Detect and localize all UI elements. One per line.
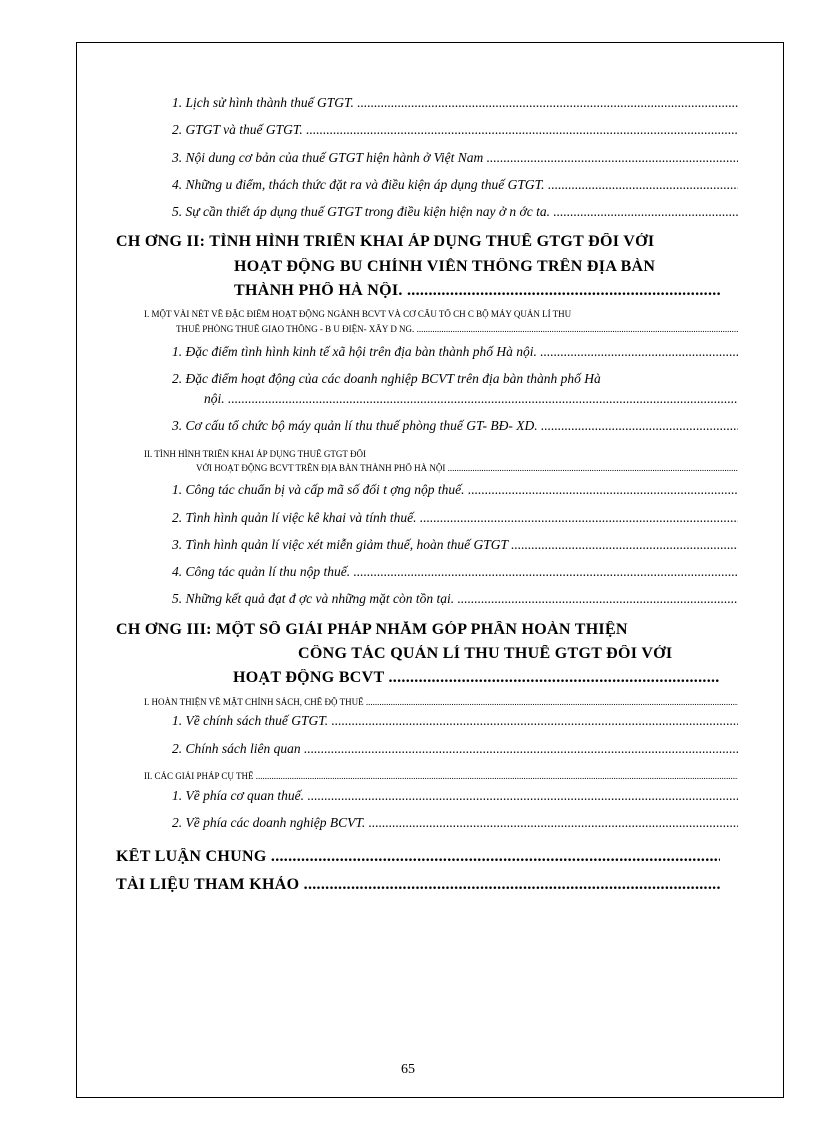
toc-entry[interactable]: 5. Những kết quả đạt đ ợc và những mặt còn tồn tại. ..... bbox=[172, 591, 738, 607]
page-number: 65 bbox=[401, 1062, 415, 1077]
toc-conclusion[interactable]: KẾT LUẬN CHUNG ..... bbox=[116, 848, 720, 866]
toc-entry-continued: nội. ..... bbox=[204, 391, 738, 407]
section-heading[interactable]: II. CÁC GIẢI PHÁP CỤ THỂ ..... bbox=[144, 771, 738, 781]
section-heading[interactable]: II. TÌNH HÌNH TRIỂN KHAI ÁP DỤNG THUẾ GTGT ĐỐI bbox=[144, 449, 366, 459]
toc-entry[interactable]: 1. Đặc điểm tình hình kinh tế xã hội trên địa bàn thành phố Hà nội. ..... bbox=[172, 344, 738, 360]
section-heading: THUẾ PHÒNG THUẾ GIAO THÔNG - B U ĐIỆN- XÂY D NG. ..... bbox=[176, 324, 738, 334]
section-heading: VỚI HOẠT ĐỘNG BCVT TRÊN ĐỊA BÀN THÀNH PHỐ HÀ NỘI ..... bbox=[196, 463, 738, 473]
toc-entry[interactable]: 3. Cơ cấu tổ chức bộ máy quản lí thu thuế phòng thuế GT- BĐ- XD. ..... bbox=[172, 418, 738, 434]
chapter-heading: HOẠT ĐỘNG BCVT ..... bbox=[233, 669, 720, 687]
toc-entry[interactable]: 1. Công tác chuẩn bị và cấp mã số đối t ợng nộp thuế. ..... bbox=[172, 482, 738, 498]
toc-entry[interactable]: 1. Về phía cơ quan thuế. ..... bbox=[172, 788, 738, 804]
toc-entry[interactable]: 2. Đặc điểm hoạt động của các doanh nghiệp BCVT trên địa bàn thành phố Hà bbox=[172, 371, 601, 386]
toc-entry[interactable]: 2. Về phía các doanh nghiệp BCVT. ..... bbox=[172, 815, 738, 831]
chapter-heading: THÀNH PHỐ HÀ NỘI. ..... bbox=[234, 282, 720, 300]
section-heading[interactable]: I. HOÀN THIỆN VỀ MẶT CHÍNH SÁCH, CHẾ ĐỘ THUẾ ..... bbox=[144, 697, 738, 707]
toc-entry[interactable]: 4. Những u điểm, thách thức đặt ra và điều kiện áp dụng thuế GTGT. ..... bbox=[172, 177, 738, 193]
toc-references[interactable]: TÀI LIỆU THAM KHẢO ..... bbox=[116, 876, 720, 894]
chapter-heading[interactable]: CH ƠNG III: MỘT SỐ GIẢI PHÁP NHẰM GÓP PHẦN HOÀN THIỆN bbox=[116, 621, 628, 638]
toc-entry[interactable]: 1. Về chính sách thuế GTGT. ..... bbox=[172, 713, 738, 729]
toc-entry[interactable]: 1. Lịch sử hình thành thuế GTGT. ..... bbox=[172, 95, 738, 111]
toc-entry[interactable]: 5. Sự cần thiết áp dụng thuế GTGT trong điều kiện hiện nay ở n ớc ta. ..... bbox=[172, 204, 738, 220]
toc-entry[interactable]: 3. Tình hình quản lí việc xét miễn giảm thuế, hoàn thuế GTGT ..... bbox=[172, 537, 738, 553]
section-heading[interactable]: I. MỘT VÀI NÉT VỀ ĐẶC ĐIỂM HOẠT ĐỘNG NGÀNH BCVT VÀ CƠ CẤU TỔ CH C BỘ MÁY QUẢN LÍ THU bbox=[144, 309, 572, 319]
chapter-heading: HOẠT ĐỘNG BU CHÍNH VIỄN THÔNG TRÊN ĐỊA BÀN bbox=[234, 258, 656, 275]
toc-entry[interactable]: 4. Công tác quản lí thu nộp thuế. ..... bbox=[172, 564, 738, 580]
toc-entry[interactable]: 2. GTGT và thuế GTGT. ..... bbox=[172, 122, 738, 138]
toc-entry[interactable]: 2. Tình hình quản lí việc kê khai và tính thuế. ..... bbox=[172, 510, 738, 526]
chapter-heading: CÔNG TÁC QUẢN LÍ THU THUẾ GTGT ĐỐI VỚI bbox=[298, 645, 673, 662]
toc-entry[interactable]: 2. Chính sách liên quan ..... bbox=[172, 741, 738, 757]
chapter-heading[interactable]: CH ƠNG II: TÌNH HÌNH TRIỂN KHAI ÁP DỤNG THUẾ GTGT ĐỐI VỚI bbox=[116, 233, 655, 250]
toc-entry[interactable]: 3. Nội dung cơ bản của thuế GTGT hiện hành ở Việt Nam ..... bbox=[172, 150, 738, 166]
